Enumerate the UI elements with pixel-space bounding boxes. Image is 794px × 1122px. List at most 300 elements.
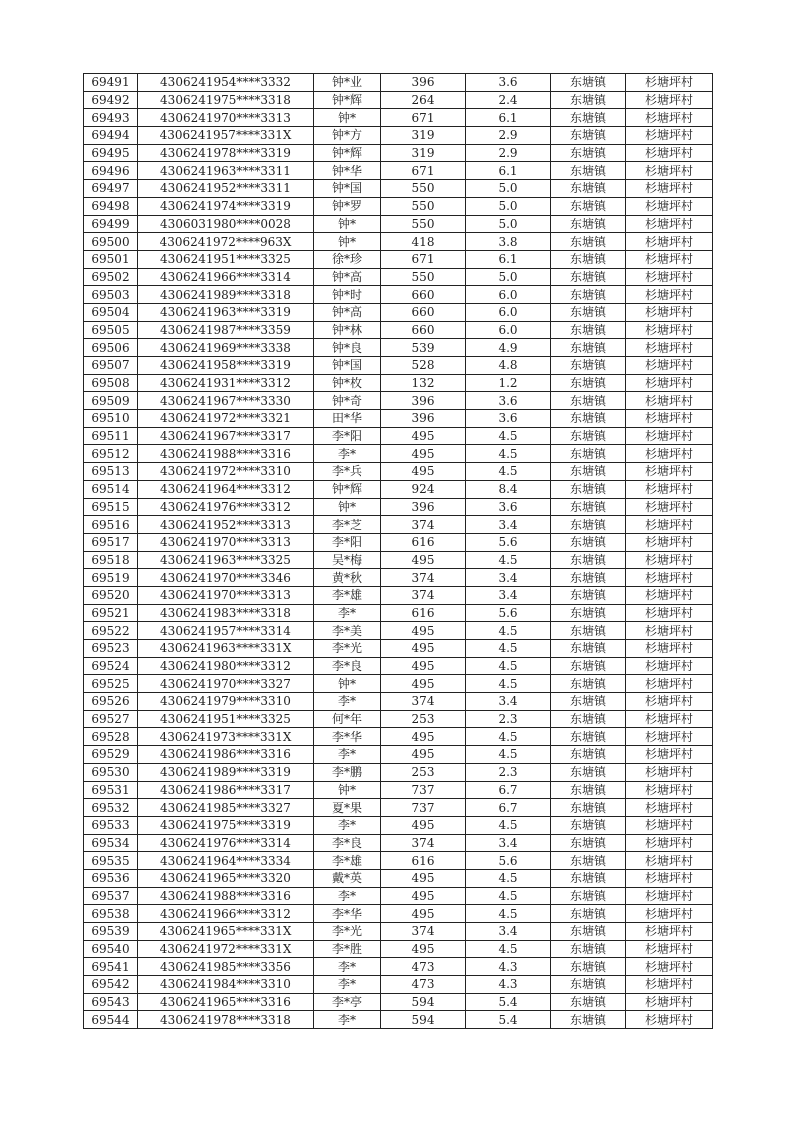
cell-row-number: 69539 [84, 923, 138, 941]
cell-name: 李* [314, 693, 381, 711]
cell-amount: 495 [381, 640, 466, 658]
cell-village: 杉塘坪村 [626, 427, 713, 445]
cell-town: 东塘镇 [551, 816, 626, 834]
table-row [84, 887, 713, 905]
cell-name: 李*雄 [314, 586, 381, 604]
cell-quantity: 4.9 [466, 339, 551, 357]
cell-amount: 253 [381, 710, 466, 728]
cell-town: 东塘镇 [551, 250, 626, 268]
cell-village: 杉塘坪村 [626, 852, 713, 870]
cell-row-number: 69523 [84, 640, 138, 658]
cell-row-number: 69498 [84, 197, 138, 215]
cell-name: 李* [314, 958, 381, 976]
cell-row-number: 69517 [84, 533, 138, 551]
cell-row-number: 69541 [84, 958, 138, 976]
cell-quantity: 3.4 [466, 516, 551, 534]
cell-name: 李* [314, 746, 381, 764]
cell-town: 东塘镇 [551, 427, 626, 445]
cell-id-number: 4306241965****3320 [138, 869, 314, 887]
cell-name: 徐*珍 [314, 250, 381, 268]
cell-row-number: 69491 [84, 74, 138, 92]
cell-id-number: 4306241980****3312 [138, 657, 314, 675]
cell-amount: 495 [381, 746, 466, 764]
cell-id-number: 4306241951****3325 [138, 710, 314, 728]
table-row [84, 498, 713, 516]
cell-village: 杉塘坪村 [626, 357, 713, 375]
cell-quantity: 3.4 [466, 923, 551, 941]
cell-name: 田*华 [314, 410, 381, 428]
cell-row-number: 69524 [84, 657, 138, 675]
cell-amount: 737 [381, 799, 466, 817]
cell-village: 杉塘坪村 [626, 710, 713, 728]
cell-town: 东塘镇 [551, 905, 626, 923]
cell-amount: 660 [381, 303, 466, 321]
cell-quantity: 5.0 [466, 197, 551, 215]
cell-row-number: 69522 [84, 622, 138, 640]
cell-village: 杉塘坪村 [626, 657, 713, 675]
table-row [84, 233, 713, 251]
table-row [84, 852, 713, 870]
cell-name: 李*光 [314, 923, 381, 941]
cell-quantity: 6.7 [466, 781, 551, 799]
cell-row-number: 69528 [84, 728, 138, 746]
cell-village: 杉塘坪村 [626, 127, 713, 145]
cell-quantity: 4.5 [466, 445, 551, 463]
cell-id-number: 4306241965****331X [138, 923, 314, 941]
cell-village: 杉塘坪村 [626, 622, 713, 640]
cell-name: 钟*奇 [314, 392, 381, 410]
cell-row-number: 69521 [84, 604, 138, 622]
cell-id-number: 4306241952****3313 [138, 516, 314, 534]
cell-name: 李* [314, 1011, 381, 1029]
cell-quantity: 3.4 [466, 586, 551, 604]
cell-id-number: 4306241970****3313 [138, 109, 314, 127]
cell-id-number: 4306241978****3319 [138, 144, 314, 162]
table-row [84, 799, 713, 817]
cell-name: 李*胜 [314, 940, 381, 958]
cell-name: 李*芝 [314, 516, 381, 534]
cell-quantity: 4.5 [466, 887, 551, 905]
cell-village: 杉塘坪村 [626, 976, 713, 994]
cell-row-number: 69534 [84, 834, 138, 852]
cell-amount: 418 [381, 233, 466, 251]
cell-id-number: 4306241972****331X [138, 940, 314, 958]
table-row [84, 586, 713, 604]
cell-quantity: 5.0 [466, 215, 551, 233]
table-row [84, 869, 713, 887]
cell-id-number: 4306241976****3314 [138, 834, 314, 852]
data-table [83, 73, 713, 1029]
cell-id-number: 4306241972****3321 [138, 410, 314, 428]
cell-town: 东塘镇 [551, 516, 626, 534]
cell-village: 杉塘坪村 [626, 816, 713, 834]
cell-quantity: 3.4 [466, 834, 551, 852]
cell-amount: 374 [381, 693, 466, 711]
cell-village: 杉塘坪村 [626, 197, 713, 215]
cell-id-number: 4306241967****3317 [138, 427, 314, 445]
cell-name: 钟*辉 [314, 480, 381, 498]
cell-id-number: 4306241969****3338 [138, 339, 314, 357]
cell-town: 东塘镇 [551, 197, 626, 215]
cell-id-number: 4306241984****3310 [138, 976, 314, 994]
cell-id-number: 4306241987****3359 [138, 321, 314, 339]
cell-amount: 594 [381, 1011, 466, 1029]
cell-town: 东塘镇 [551, 339, 626, 357]
cell-id-number: 4306241966****3312 [138, 905, 314, 923]
cell-town: 东塘镇 [551, 74, 626, 92]
cell-id-number: 4306241985****3356 [138, 958, 314, 976]
cell-village: 杉塘坪村 [626, 834, 713, 852]
cell-town: 东塘镇 [551, 410, 626, 428]
cell-amount: 616 [381, 604, 466, 622]
cell-row-number: 69503 [84, 286, 138, 304]
cell-id-number: 4306241967****3330 [138, 392, 314, 410]
cell-town: 东塘镇 [551, 993, 626, 1011]
cell-village: 杉塘坪村 [626, 144, 713, 162]
cell-town: 东塘镇 [551, 693, 626, 711]
table-row [84, 923, 713, 941]
table-row [84, 693, 713, 711]
cell-row-number: 69520 [84, 586, 138, 604]
cell-quantity: 4.5 [466, 427, 551, 445]
cell-village: 杉塘坪村 [626, 799, 713, 817]
cell-id-number: 4306241958****3319 [138, 357, 314, 375]
cell-town: 东塘镇 [551, 180, 626, 198]
cell-name: 钟* [314, 233, 381, 251]
cell-town: 东塘镇 [551, 976, 626, 994]
cell-amount: 550 [381, 197, 466, 215]
table-row [84, 410, 713, 428]
table-row [84, 763, 713, 781]
table-row [84, 551, 713, 569]
cell-quantity: 4.5 [466, 905, 551, 923]
table-row [84, 303, 713, 321]
cell-village: 杉塘坪村 [626, 923, 713, 941]
cell-name: 李* [314, 604, 381, 622]
cell-name: 钟*良 [314, 339, 381, 357]
table-row [84, 710, 713, 728]
cell-name: 李* [314, 976, 381, 994]
cell-row-number: 69526 [84, 693, 138, 711]
cell-id-number: 4306241963****331X [138, 640, 314, 658]
cell-village: 杉塘坪村 [626, 586, 713, 604]
cell-village: 杉塘坪村 [626, 233, 713, 251]
cell-quantity: 3.6 [466, 410, 551, 428]
cell-amount: 660 [381, 321, 466, 339]
cell-town: 东塘镇 [551, 445, 626, 463]
cell-town: 东塘镇 [551, 268, 626, 286]
cell-row-number: 69496 [84, 162, 138, 180]
cell-town: 东塘镇 [551, 233, 626, 251]
table-row [84, 640, 713, 658]
cell-village: 杉塘坪村 [626, 215, 713, 233]
cell-row-number: 69499 [84, 215, 138, 233]
cell-row-number: 69532 [84, 799, 138, 817]
cell-village: 杉塘坪村 [626, 1011, 713, 1029]
cell-row-number: 69530 [84, 763, 138, 781]
cell-name: 李* [314, 887, 381, 905]
cell-quantity: 8.4 [466, 480, 551, 498]
cell-name: 李*光 [314, 640, 381, 658]
cell-town: 东塘镇 [551, 710, 626, 728]
cell-quantity: 5.6 [466, 604, 551, 622]
table-row [84, 905, 713, 923]
table-row [84, 180, 713, 198]
cell-row-number: 69543 [84, 993, 138, 1011]
table-body [84, 74, 713, 1029]
cell-name: 李*阳 [314, 427, 381, 445]
cell-row-number: 69515 [84, 498, 138, 516]
cell-id-number: 4306241963****3319 [138, 303, 314, 321]
cell-row-number: 69493 [84, 109, 138, 127]
table-row [84, 357, 713, 375]
cell-town: 东塘镇 [551, 728, 626, 746]
cell-village: 杉塘坪村 [626, 109, 713, 127]
cell-name: 钟*业 [314, 74, 381, 92]
cell-quantity: 5.6 [466, 852, 551, 870]
cell-id-number: 4306241964****3312 [138, 480, 314, 498]
cell-amount: 495 [381, 728, 466, 746]
cell-row-number: 69525 [84, 675, 138, 693]
cell-village: 杉塘坪村 [626, 268, 713, 286]
cell-amount: 374 [381, 569, 466, 587]
cell-quantity: 4.5 [466, 816, 551, 834]
cell-row-number: 69508 [84, 374, 138, 392]
cell-row-number: 69533 [84, 816, 138, 834]
table-row [84, 162, 713, 180]
cell-id-number: 4306241970****3327 [138, 675, 314, 693]
cell-name: 钟*方 [314, 127, 381, 145]
cell-quantity: 2.3 [466, 763, 551, 781]
cell-name: 钟*高 [314, 303, 381, 321]
table-row [84, 339, 713, 357]
cell-row-number: 69510 [84, 410, 138, 428]
cell-quantity: 4.5 [466, 728, 551, 746]
cell-id-number: 4306241972****3310 [138, 463, 314, 481]
cell-row-number: 69495 [84, 144, 138, 162]
cell-quantity: 4.3 [466, 976, 551, 994]
cell-amount: 539 [381, 339, 466, 357]
cell-row-number: 69513 [84, 463, 138, 481]
cell-amount: 319 [381, 127, 466, 145]
cell-id-number: 4306241931****3312 [138, 374, 314, 392]
table-row [84, 675, 713, 693]
cell-amount: 671 [381, 162, 466, 180]
cell-village: 杉塘坪村 [626, 728, 713, 746]
cell-town: 东塘镇 [551, 392, 626, 410]
cell-id-number: 4306241970****3346 [138, 569, 314, 587]
cell-amount: 495 [381, 869, 466, 887]
cell-quantity: 3.6 [466, 498, 551, 516]
cell-town: 东塘镇 [551, 215, 626, 233]
cell-town: 东塘镇 [551, 940, 626, 958]
cell-town: 东塘镇 [551, 162, 626, 180]
cell-row-number: 69511 [84, 427, 138, 445]
cell-village: 杉塘坪村 [626, 551, 713, 569]
cell-town: 东塘镇 [551, 887, 626, 905]
cell-id-number: 4306241954****3332 [138, 74, 314, 92]
cell-amount: 495 [381, 622, 466, 640]
cell-town: 东塘镇 [551, 498, 626, 516]
cell-row-number: 69502 [84, 268, 138, 286]
table-row [84, 286, 713, 304]
cell-amount: 495 [381, 905, 466, 923]
cell-amount: 495 [381, 675, 466, 693]
cell-quantity: 5.6 [466, 533, 551, 551]
cell-name: 李* [314, 445, 381, 463]
cell-id-number: 4306241965****3316 [138, 993, 314, 1011]
cell-village: 杉塘坪村 [626, 675, 713, 693]
cell-row-number: 69504 [84, 303, 138, 321]
cell-quantity: 2.9 [466, 144, 551, 162]
table-row [84, 622, 713, 640]
table-row [84, 657, 713, 675]
cell-village: 杉塘坪村 [626, 533, 713, 551]
cell-village: 杉塘坪村 [626, 250, 713, 268]
cell-name: 钟*林 [314, 321, 381, 339]
cell-row-number: 69505 [84, 321, 138, 339]
cell-amount: 319 [381, 144, 466, 162]
cell-village: 杉塘坪村 [626, 640, 713, 658]
table-row [84, 427, 713, 445]
cell-quantity: 4.5 [466, 657, 551, 675]
table-row [84, 834, 713, 852]
cell-quantity: 2.9 [466, 127, 551, 145]
cell-village: 杉塘坪村 [626, 374, 713, 392]
cell-amount: 374 [381, 586, 466, 604]
cell-amount: 495 [381, 940, 466, 958]
cell-id-number: 4306241979****3310 [138, 693, 314, 711]
cell-village: 杉塘坪村 [626, 321, 713, 339]
cell-quantity: 6.0 [466, 321, 551, 339]
cell-quantity: 4.5 [466, 640, 551, 658]
cell-id-number: 4306241963****3325 [138, 551, 314, 569]
cell-id-number: 4306241988****3316 [138, 887, 314, 905]
cell-quantity: 4.5 [466, 622, 551, 640]
table-row [84, 728, 713, 746]
cell-name: 李*雄 [314, 852, 381, 870]
cell-village: 杉塘坪村 [626, 463, 713, 481]
cell-quantity: 6.7 [466, 799, 551, 817]
table-row [84, 533, 713, 551]
cell-row-number: 69536 [84, 869, 138, 887]
cell-quantity: 6.1 [466, 109, 551, 127]
cell-id-number: 4306241970****3313 [138, 586, 314, 604]
cell-amount: 616 [381, 852, 466, 870]
cell-name: 李*兵 [314, 463, 381, 481]
cell-amount: 495 [381, 551, 466, 569]
cell-amount: 473 [381, 958, 466, 976]
cell-amount: 495 [381, 463, 466, 481]
table-row [84, 91, 713, 109]
cell-row-number: 69538 [84, 905, 138, 923]
cell-id-number: 4306031980****0028 [138, 215, 314, 233]
cell-town: 东塘镇 [551, 799, 626, 817]
cell-name: 钟*罗 [314, 197, 381, 215]
cell-town: 东塘镇 [551, 569, 626, 587]
cell-id-number: 4306241970****3313 [138, 533, 314, 551]
table-row [84, 569, 713, 587]
table-row [84, 74, 713, 92]
cell-town: 东塘镇 [551, 604, 626, 622]
cell-name: 李*良 [314, 657, 381, 675]
cell-town: 东塘镇 [551, 374, 626, 392]
cell-row-number: 69531 [84, 781, 138, 799]
cell-amount: 660 [381, 286, 466, 304]
cell-quantity: 4.5 [466, 869, 551, 887]
cell-village: 杉塘坪村 [626, 286, 713, 304]
cell-row-number: 69542 [84, 976, 138, 994]
table-row [84, 781, 713, 799]
cell-name: 李*亭 [314, 993, 381, 1011]
cell-town: 东塘镇 [551, 675, 626, 693]
table-row [84, 816, 713, 834]
cell-town: 东塘镇 [551, 640, 626, 658]
cell-amount: 396 [381, 498, 466, 516]
cell-id-number: 4306241985****3327 [138, 799, 314, 817]
cell-village: 杉塘坪村 [626, 516, 713, 534]
cell-row-number: 69497 [84, 180, 138, 198]
table-row [84, 109, 713, 127]
cell-town: 东塘镇 [551, 144, 626, 162]
table-row [84, 958, 713, 976]
cell-village: 杉塘坪村 [626, 162, 713, 180]
cell-name: 钟* [314, 109, 381, 127]
table-row [84, 321, 713, 339]
cell-town: 东塘镇 [551, 533, 626, 551]
cell-id-number: 4306241989****3319 [138, 763, 314, 781]
cell-name: 戴*英 [314, 869, 381, 887]
cell-village: 杉塘坪村 [626, 445, 713, 463]
cell-quantity: 5.4 [466, 993, 551, 1011]
table-row [84, 197, 713, 215]
cell-name: 李*华 [314, 905, 381, 923]
cell-town: 东塘镇 [551, 622, 626, 640]
cell-quantity: 3.6 [466, 392, 551, 410]
table-row [84, 374, 713, 392]
cell-name: 何*年 [314, 710, 381, 728]
cell-quantity: 4.5 [466, 940, 551, 958]
cell-name: 李*鹏 [314, 763, 381, 781]
cell-village: 杉塘坪村 [626, 392, 713, 410]
table-row [84, 480, 713, 498]
cell-village: 杉塘坪村 [626, 958, 713, 976]
cell-row-number: 69514 [84, 480, 138, 498]
cell-name: 夏*果 [314, 799, 381, 817]
cell-id-number: 4306241978****3318 [138, 1011, 314, 1029]
cell-row-number: 69507 [84, 357, 138, 375]
cell-town: 东塘镇 [551, 357, 626, 375]
table-row [84, 993, 713, 1011]
table-row [84, 516, 713, 534]
cell-village: 杉塘坪村 [626, 569, 713, 587]
cell-id-number: 4306241964****3334 [138, 852, 314, 870]
cell-village: 杉塘坪村 [626, 498, 713, 516]
cell-name: 钟*辉 [314, 91, 381, 109]
cell-town: 东塘镇 [551, 1011, 626, 1029]
cell-name: 李*良 [314, 834, 381, 852]
cell-amount: 264 [381, 91, 466, 109]
cell-quantity: 5.0 [466, 180, 551, 198]
cell-quantity: 3.8 [466, 233, 551, 251]
cell-name: 钟*辉 [314, 144, 381, 162]
cell-amount: 396 [381, 410, 466, 428]
cell-village: 杉塘坪村 [626, 887, 713, 905]
cell-village: 杉塘坪村 [626, 91, 713, 109]
cell-name: 吴*梅 [314, 551, 381, 569]
cell-name: 黄*秋 [314, 569, 381, 587]
cell-quantity: 2.4 [466, 91, 551, 109]
